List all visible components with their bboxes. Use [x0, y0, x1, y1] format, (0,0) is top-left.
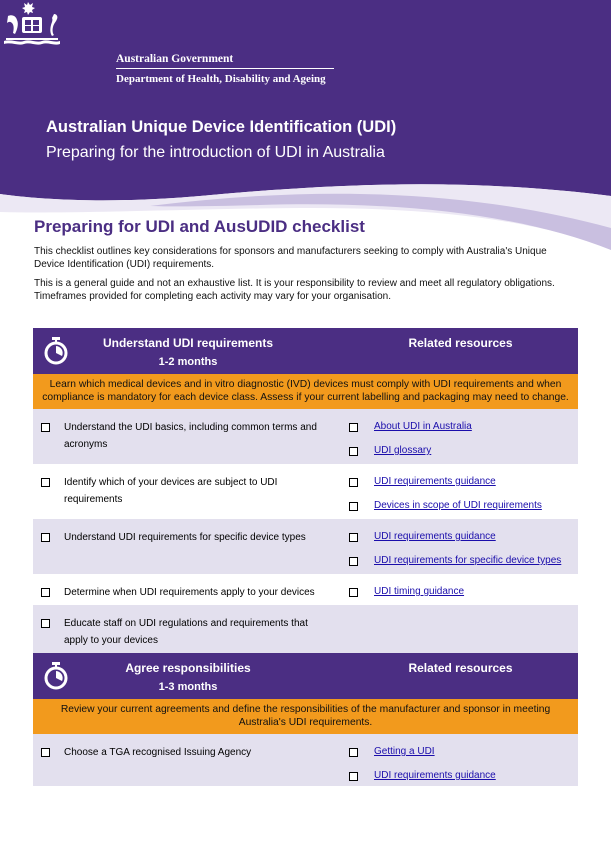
- task-checkbox[interactable]: [41, 533, 50, 542]
- resources-column-header: Related resources: [408, 661, 513, 675]
- task-cell: [33, 519, 343, 574]
- task-cell: [33, 464, 343, 519]
- checklist-heading: Preparing for UDI and AusUDID checklist: [34, 217, 365, 236]
- section-header: [33, 653, 578, 699]
- resource-link[interactable]: UDI glossary: [374, 445, 432, 456]
- table-row: [33, 734, 578, 786]
- resource-item: [343, 470, 578, 494]
- resource-link[interactable]: UDI requirements guidance: [374, 770, 496, 781]
- section-timeframe: 1-3 months: [158, 681, 218, 693]
- task-label: Determine when UDI requirements apply to your devices: [64, 587, 315, 598]
- task-checkbox[interactable]: [41, 619, 50, 628]
- section-timeframe: 1-2 months: [158, 356, 218, 368]
- task-cell: [33, 574, 343, 605]
- resource-item: [343, 494, 578, 518]
- resource-link[interactable]: UDI requirements for specific device types: [374, 555, 562, 566]
- section-note: Learn which medical devices and in vitro diagnostic (IVD) devices must comply with UDI requirements and when compliance is mandatory for each device class. Assess if your current labelling and packaging may need to change.: [33, 374, 578, 409]
- resource-checkbox[interactable]: [349, 533, 358, 542]
- resource-link[interactable]: Devices in scope of UDI requirements: [374, 500, 542, 511]
- resource-link[interactable]: UDI timing guidance: [374, 586, 465, 597]
- department-name: Department of Health, Disability and Ageing: [116, 73, 326, 85]
- resources-cell: [343, 464, 578, 519]
- resource-item: [343, 439, 578, 463]
- section-header: [33, 328, 578, 374]
- resource-item: [343, 549, 578, 573]
- task-checkbox[interactable]: [41, 423, 50, 432]
- government-divider: [116, 68, 334, 69]
- resource-checkbox[interactable]: [349, 478, 358, 487]
- resource-checkbox[interactable]: [349, 423, 358, 432]
- resource-item: [343, 740, 578, 764]
- task-cell: [33, 605, 343, 653]
- task-checkbox[interactable]: [41, 478, 50, 487]
- resources-cell: [343, 734, 578, 786]
- task-cell: [33, 734, 343, 786]
- checklist-section-responsibilities: [33, 653, 578, 786]
- resource-link[interactable]: Getting a UDI: [374, 746, 435, 757]
- resource-checkbox[interactable]: [349, 502, 358, 511]
- table-row: [33, 605, 578, 653]
- resource-item: [343, 525, 578, 549]
- document-title: Australian Unique Device Identification (UDI): [46, 118, 397, 136]
- resources-cell: [343, 574, 578, 605]
- section-title: Understand UDI requirements: [102, 336, 274, 350]
- section-note: Review your current agreements and define the responsibilities of the manufacturer and sponsor in meeting Australia's UDI requirements.: [33, 699, 578, 734]
- task-label: Understand the UDI basics, including common terms and acronyms: [64, 422, 317, 450]
- resource-link[interactable]: UDI requirements guidance: [374, 531, 496, 542]
- table-row: [33, 574, 578, 605]
- table-row: [33, 519, 578, 574]
- resource-item: [343, 580, 578, 604]
- resource-checkbox[interactable]: [349, 557, 358, 566]
- resource-link[interactable]: About UDI in Australia: [374, 421, 472, 432]
- resources-cell: [343, 519, 578, 574]
- document-subtitle: Preparing for the introduction of UDI in Australia: [46, 144, 385, 161]
- task-label: Understand UDI requirements for specific device types: [64, 532, 306, 543]
- resource-item: [343, 415, 578, 439]
- task-label: Educate staff on UDI regulations and requirements that apply to your devices: [64, 618, 308, 646]
- resource-checkbox[interactable]: [349, 748, 358, 757]
- intro-paragraph: This is a general guide and not an exhaustive list. It is your responsibility to review and meet all regulatory obligations. Timeframes provided for completing each activity may vary for your organisation.: [34, 278, 555, 302]
- task-checkbox[interactable]: [41, 748, 50, 757]
- task-cell: [33, 409, 343, 464]
- resource-item: [343, 764, 578, 788]
- resource-link[interactable]: UDI requirements guidance: [374, 476, 496, 487]
- task-label: Choose a TGA recognised Issuing Agency: [64, 747, 252, 758]
- resource-checkbox[interactable]: [349, 447, 358, 456]
- resource-checkbox[interactable]: [349, 588, 358, 597]
- header-banner: [0, 0, 611, 250]
- task-label: Identify which of your devices are subject to UDI requirements: [64, 477, 278, 505]
- government-name: Australian Government: [116, 53, 234, 65]
- section-title: Agree responsibilities: [125, 661, 251, 675]
- checklist-section-understand: [33, 328, 578, 653]
- table-row: [33, 409, 578, 464]
- intro-paragraph: This checklist outlines key considerations for sponsors and manufacturers seeking to comply with Australia's Unique Device Identification (UDI) requirements.: [34, 246, 547, 270]
- resources-column-header: Related resources: [408, 336, 513, 350]
- coat-of-arms-icon: [0, 0, 64, 48]
- resources-cell: [343, 409, 578, 464]
- table-row: [33, 464, 578, 519]
- resources-cell: [343, 605, 578, 653]
- task-checkbox[interactable]: [41, 588, 50, 597]
- resource-checkbox[interactable]: [349, 772, 358, 781]
